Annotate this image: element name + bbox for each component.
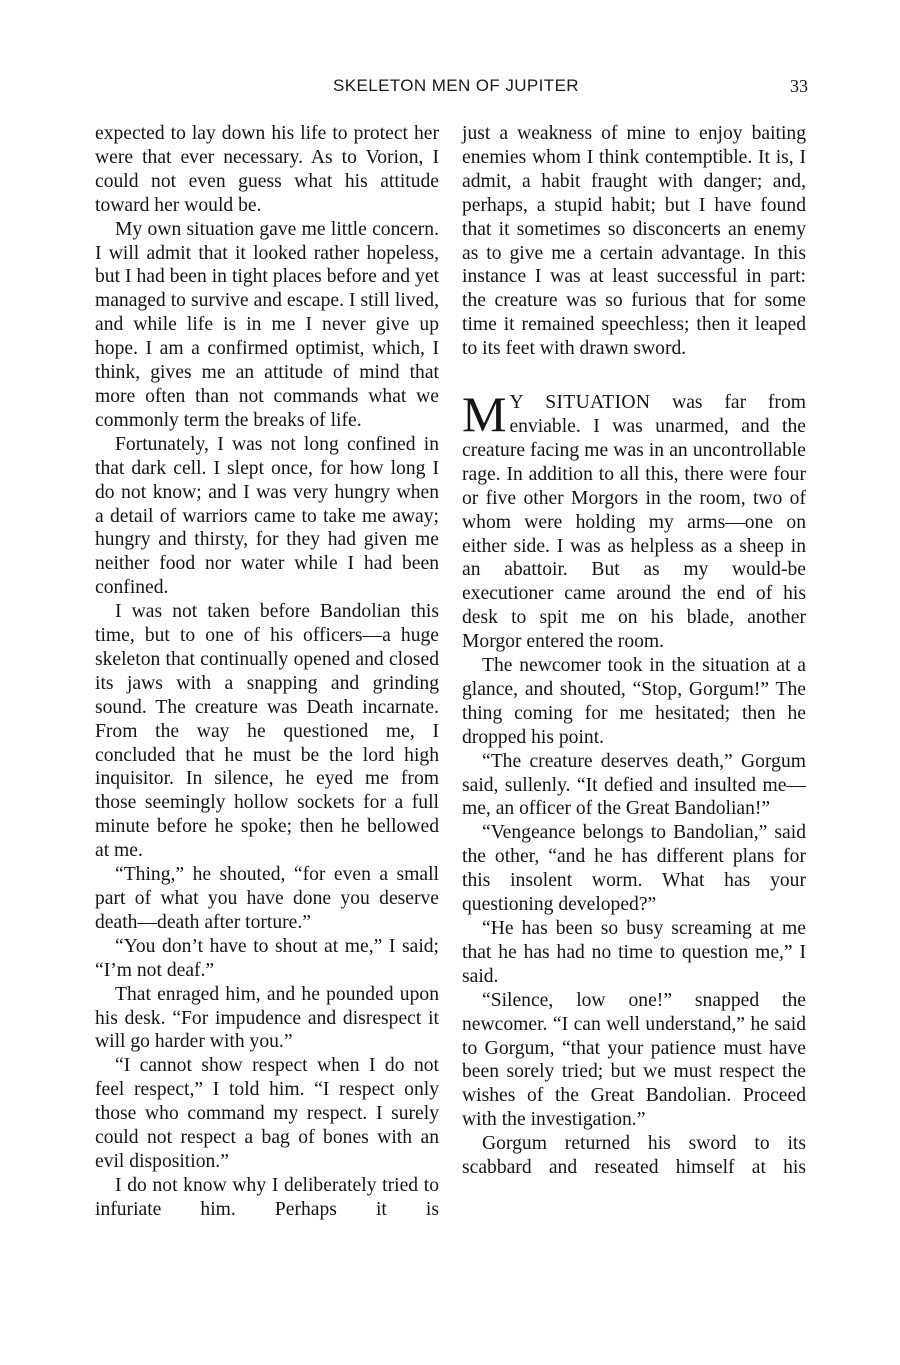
drop-cap: M — [462, 386, 507, 443]
paragraph: “Vengeance belongs to Bandolian,” said the other, “and he has different plans for this insolent worm. What has your questioning developed?” — [462, 822, 806, 916]
paragraph: expected to lay down his life to protect her were that ever necessary. As to Vorion, I could not even guess what his attitude toward her would be. — [95, 123, 439, 216]
section-opening-paragraph — [462, 386, 806, 654]
paragraph: I do not know why I deliberately tried to infuriate him. Perhaps it is — [95, 1174, 439, 1220]
running-head — [96, 76, 816, 98]
paragraph: “The creature deserves death,” Gorgum said, sullenly. “It defied and insulted me—me, an officer of the Great Bandolian!” — [462, 750, 806, 820]
paragraph: The newcomer took in the situation at a glance, and shouted, “Stop, Gorgum!” The thing coming for me hesitated; then he dropped his point. — [462, 655, 806, 748]
paragraph: My own situation gave me little concern. I will admit that it looked rather hopeless, but I had been in tight places before and yet managed to survive and escape. I still lived, and while life is in me I never give up hope. I am a confirmed optimist, which, I think, gives me an attitude of mind that more often than not commands what we commonly term the breaks of life. — [95, 218, 439, 431]
right-column — [462, 122, 806, 1180]
paragraph: “Thing,” he shouted, “for even a small part of what you have done you deserve death—death after torture.” — [95, 864, 439, 933]
paragraph: “Silence, low one!” snapped the newcomer. “I can well understand,” he said to Gorgum, “that your patience must have been sorely tried; but we must respect the wishes of the Great Bandolian. Proceed with the investigation.” — [462, 989, 806, 1131]
paragraph: “He has been so busy screaming at me that he has had no time to question me,” I said. — [462, 918, 806, 987]
paragraph: That enraged him, and he pounded upon his desk. “For impudence and disrespect it will go harder with you.” — [95, 983, 439, 1053]
paragraph: just a weakness of mine to enjoy baiting enemies whom I think contemptible. It is, I admit, a habit fraught with danger; and, perhaps, a stupid habit; but I have found that it sometimes so disconcerts an enemy as to give me a certain advantage. In this instance I was at least successful in part: the creature was so furious that for some time it remained speechless; then it leaped to its feet with drawn sword. — [462, 123, 806, 360]
running-title: SKELETON MEN OF JUPITER — [333, 76, 579, 95]
lead-in: Y SITUATION — [509, 392, 651, 414]
paragraph: Fortunately, I was not long confined in that dark cell. I slept once, for how long I do not know; and I was very hungry when a detail of warriors came to take me away; hungry and thirsty, for they had given me neither food nor water while I had been confined. — [95, 433, 439, 599]
left-column — [95, 122, 439, 1222]
page-number: 33 — [790, 76, 808, 96]
paragraph: I was not taken before Bandolian this time, but to one of his officers—a huge skeleton that continually opened and closed its jaws with a snapping and grinding sound. The creature was Death incarnate. From the way he questioned me, I concluded that he must be the lord high inquisitor. In silence, he eyed me from those seemingly hollow sockets for a full minute before he spoke; then he bellowed at me. — [95, 601, 439, 862]
paragraph-text: was far from enviable. I was unarmed, and the creature facing me was in an uncontrollable rage. In addition to all this, there were four or five other Morgors in the room, two of whom were holding my arms—one on either side. I was as helpless as a sheep in an abattoir. But as my would-be executioner came around the end of his desk to spit me on his blade, another Morgor entered the room. — [462, 392, 806, 653]
paragraph: “I cannot show respect when I do not feel respect,” I told him. “I respect only those who command my respect. I surely could not respect a bag of bones with an evil disposition.” — [95, 1055, 439, 1172]
paragraph: “You don’t have to shout at me,” I said; “I’m not deaf.” — [95, 935, 439, 981]
paragraph: Gorgum returned his sword to its scabbard and reseated himself at his — [462, 1133, 806, 1179]
